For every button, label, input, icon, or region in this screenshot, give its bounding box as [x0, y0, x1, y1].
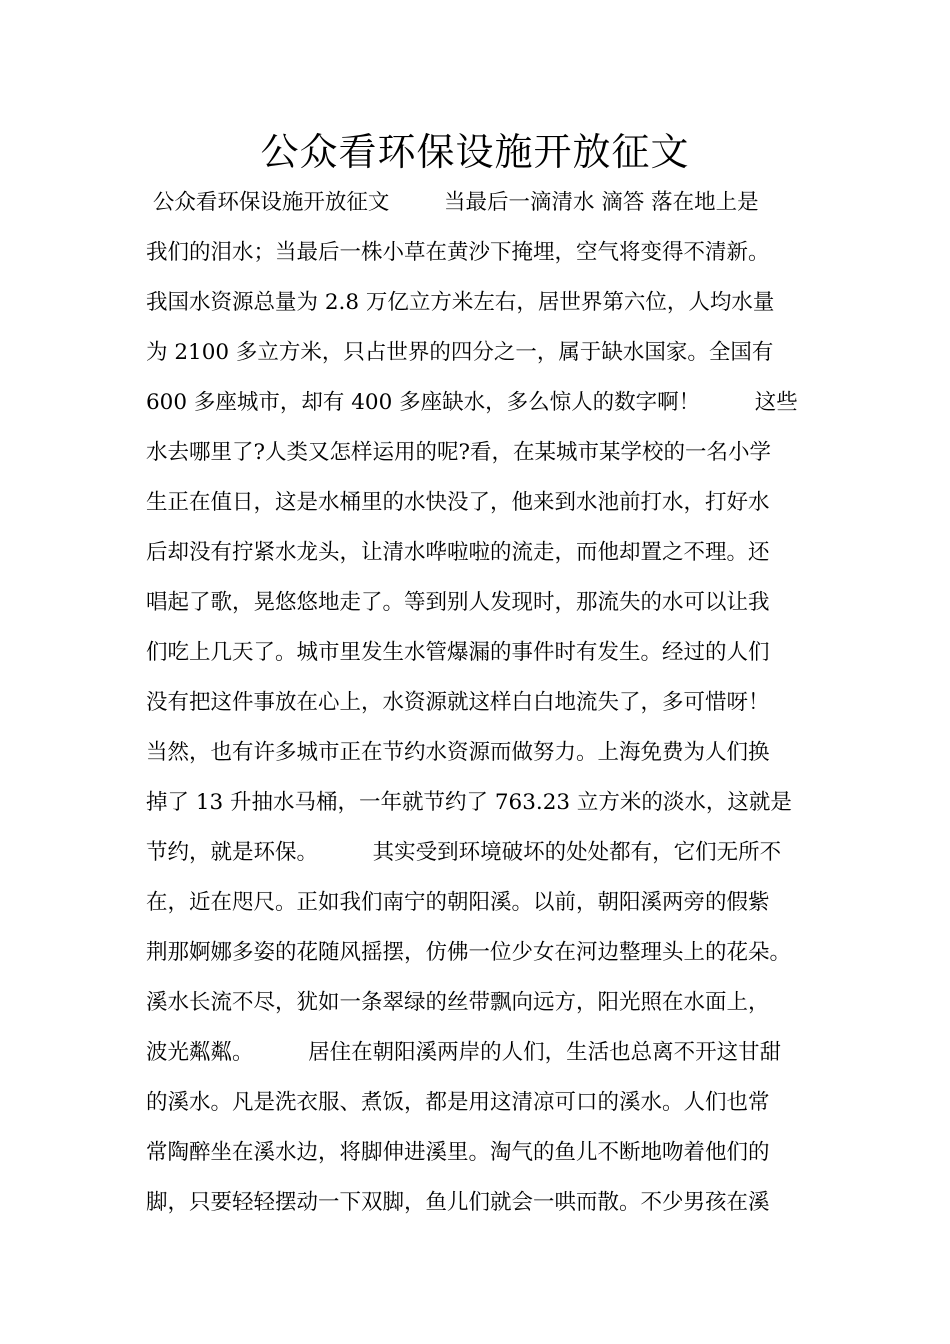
document-body — [146, 178, 826, 1228]
body-line: 没有把这件事放在心上，水资源就这样白白地流失了，多可惜呀！ — [146, 690, 770, 715]
body-line: 公众看环保设施开放征文 当最后一滴清水 滴答 落在地上是 — [146, 190, 759, 215]
body-line: 荆那婀娜多姿的花随风摇摆，仿佛一位少女在河边整理头上的花朵。 — [146, 940, 792, 965]
body-line: 600 多座城市，却有 400 多座缺水，多么惊人的数字啊！ 这些 — [146, 390, 798, 415]
body-line: 我们的泪水；当最后一株小草在黄沙下掩埋，空气将变得不清新。 — [146, 240, 770, 265]
body-line: 波光粼粼。 居住在朝阳溪两岸的人们，生活也总离不开这甘甜 — [146, 1040, 782, 1065]
body-line: 溪水长流不尽，犹如一条翠绿的丝带飘向远方，阳光照在水面上， — [146, 990, 770, 1015]
body-line: 的溪水。凡是洗衣服、煮饭，都是用这清凉可口的溪水。人们也常 — [146, 1090, 770, 1115]
body-line: 常陶醉坐在溪水边，将脚伸进溪里。淘气的鱼儿不断地吻着他们的 — [146, 1140, 770, 1165]
body-line: 当然，也有许多城市正在节约水资源而做努力。上海免费为人们换 — [146, 740, 770, 765]
body-line: 们吃上几天了。城市里发生水管爆漏的事件时有发生。经过的人们 — [146, 640, 770, 665]
body-line: 我国水资源总量为 2.8 万亿立方米左右，居世界第六位，人均水量 — [146, 290, 775, 315]
body-line: 为 2100 多立方米，只占世界的四分之一，属于缺水国家。全国有 — [146, 340, 774, 365]
body-line: 水去哪里了?人类又怎样运用的呢?看，在某城市某学校的一名小学 — [146, 440, 772, 465]
body-line: 掉了 13 升抽水马桶，一年就节约了 763.23 立方米的淡水，这就是 — [146, 790, 792, 815]
document-title: 公众看环保设施开放征文 — [260, 130, 690, 174]
body-line: 脚，只要轻轻摆动一下双脚，鱼儿们就会一哄而散。不少男孩在溪 — [146, 1190, 770, 1215]
body-line: 在，近在咫尺。正如我们南宁的朝阳溪。以前，朝阳溪两旁的假紫 — [146, 890, 770, 915]
body-line: 唱起了歌，晃悠悠地走了。等到别人发现时，那流失的水可以让我 — [146, 590, 770, 615]
body-line: 生正在值日，这是水桶里的水快没了，他来到水池前打水，打好水 — [146, 490, 770, 515]
body-line: 后却没有拧紧水龙头，让清水哗啦啦的流走，而他却置之不理。还 — [146, 540, 770, 565]
body-line: 节约，就是环保。 其实受到环境破坏的处处都有，它们无所不 — [146, 840, 782, 865]
